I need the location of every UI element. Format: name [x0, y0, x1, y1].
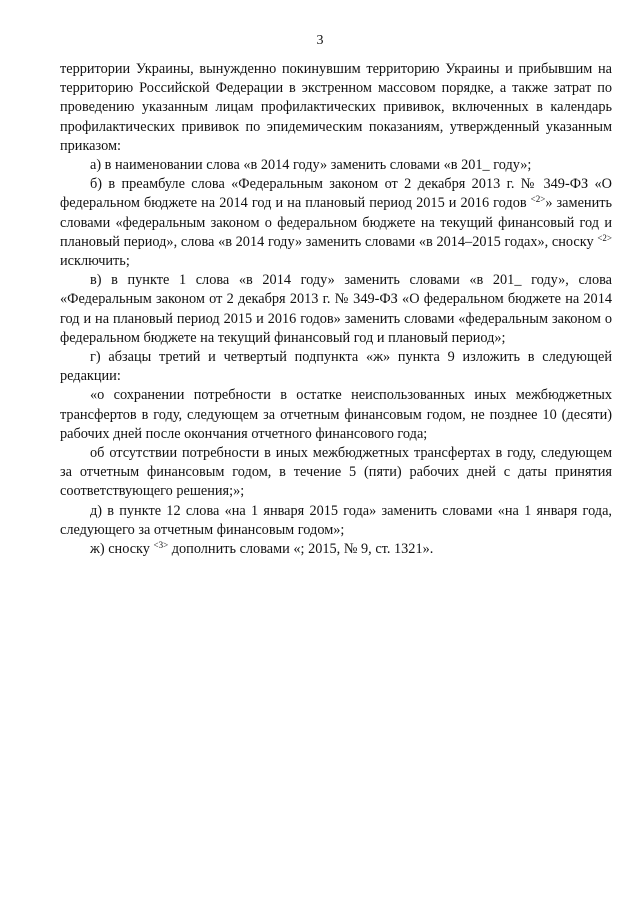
text-segment: г) абзацы третий и четвертый подпункта «ж» пункта 9 изложить в следующей редакции:	[60, 349, 612, 385]
text-segment: ж) сноску	[90, 541, 154, 558]
page-number: 3	[316, 33, 324, 48]
text-segment: д) в пункте 12 слова «на 1 января 2015 года» заменить словами «на 1 января года, следующего за отчетным финансовым годом»;	[60, 502, 612, 538]
text-segment: дополнить словами «; 2015, № 9, ст. 1321».	[168, 541, 434, 558]
text-segment: » заменить словами «федеральным законом о федеральном бюджете на текущий финансовый год и плановый период», слова «в 2014 году» заменить словами «в 2014–2015 годах», сноску	[60, 195, 612, 250]
text-segment: в) в пункте 1 слова «в 2014 году» заменить словами «в 201_ году», слова «Федеральным законом от 2 декабря 2013 г. № 349-ФЗ «О федеральном бюджете на 2014 год и на плановый период 2015 и 2016 годов» заменить словами «федеральным законом о федеральном бюджете на текущий финансовый год и плановый период»;	[60, 272, 612, 346]
text-segment: а) в наименовании слова «в 2014 году» заменить словами «в 201_ году»;	[90, 157, 532, 174]
text-segment: об отсутствии потребности в иных межбюджетных трансфертах в году, следующем за отчетным финансовым годом, в течение 5 (пяти) рабочих дней с даты принятия соответствующего решения;»;	[60, 445, 612, 500]
paragraph-item-b	[60, 175, 612, 271]
paragraph-item-v	[60, 271, 612, 348]
paragraph-item-zh	[60, 540, 612, 559]
footnote-ref: <3>	[153, 540, 169, 551]
paragraph-item-d	[60, 502, 612, 540]
paragraph-quote-1	[60, 386, 612, 444]
text-segment: территории Украины, вынужденно покинувшим территорию Украины и прибывшим на территорию Российской Федерации в экстренном массовом порядке, а также затрат по проведению указанным лицам профилактических прививок, включенных в календарь профилактических прививок по эпидемическим показаниям, утвержденный указанным приказом:	[60, 61, 612, 154]
footnote-ref: <2>	[597, 232, 612, 243]
document-body	[60, 60, 612, 559]
text-segment: «о сохранении потребности в остатке неиспользованных иных межбюджетных трансфертов в году, следующем за отчетным финансовым годом, не позднее 10 (десяти) рабочих дней после окончания отчетного финансового года;	[60, 387, 612, 442]
paragraph-item-g	[60, 348, 612, 386]
text-segment: исключить;	[60, 253, 130, 270]
footnote-ref: <2>	[530, 194, 546, 205]
paragraph-item-a	[60, 156, 612, 175]
text-segment: б) в преамбуле слова «Федеральным законом от 2 декабря 2013 г. № 349-ФЗ «О федеральном бюджете на 2014 год и на плановый период 2015 и 2016 годов	[60, 176, 612, 212]
paragraph-quote-2	[60, 444, 612, 502]
paragraph-intro	[60, 60, 612, 156]
